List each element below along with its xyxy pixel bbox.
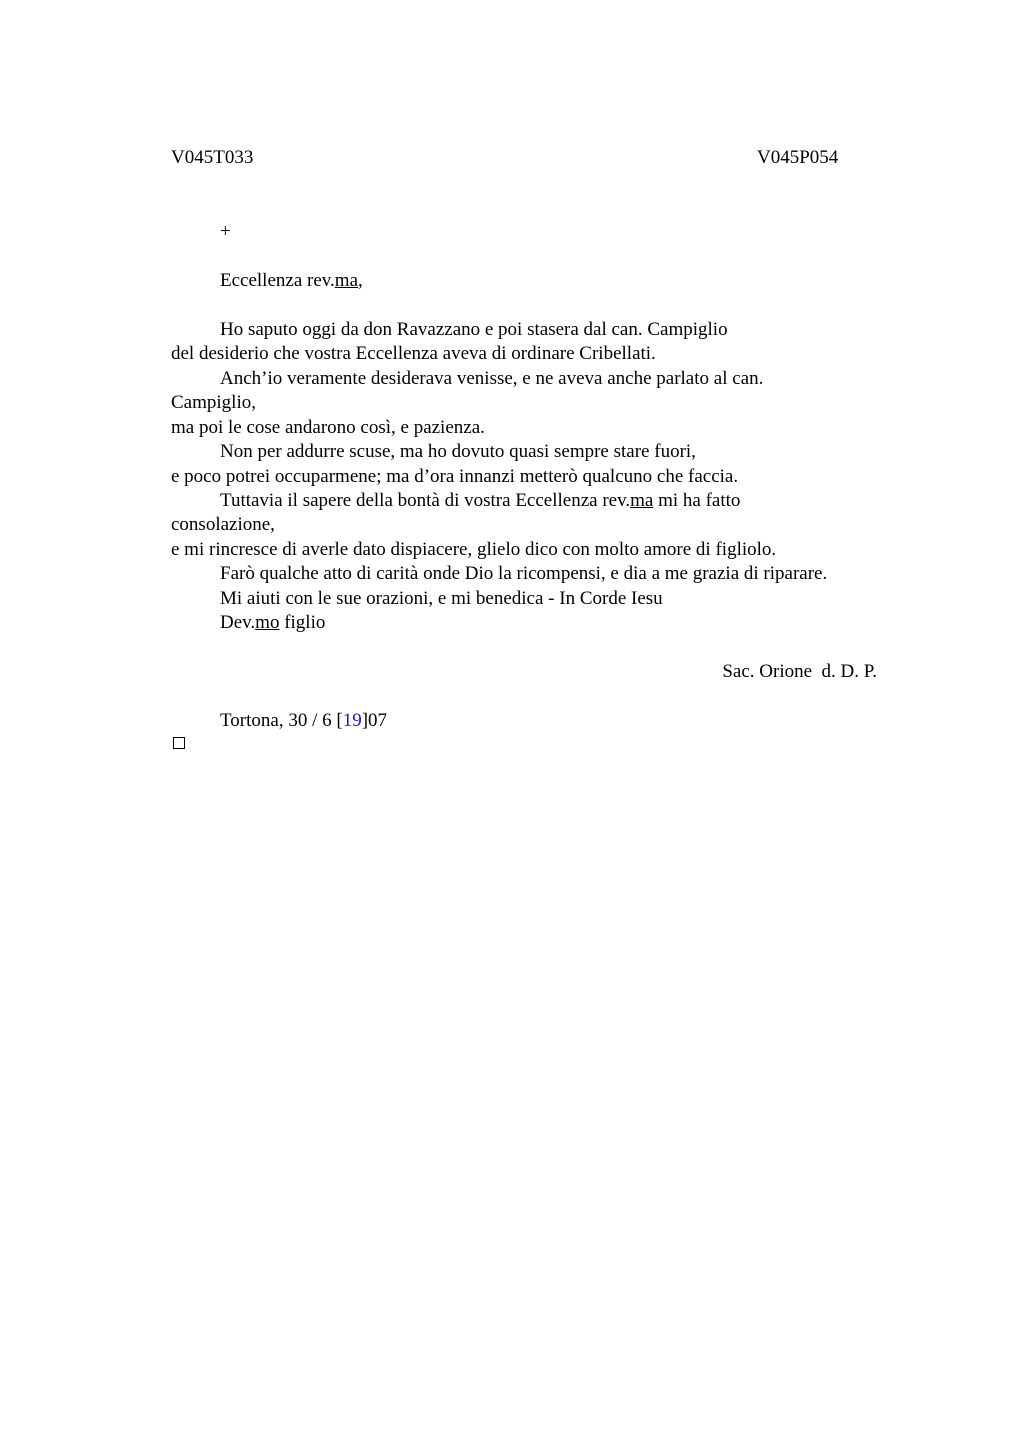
letter-line: ma poi le cose andarono così, e pazienza. — [171, 417, 485, 438]
letter-line: Mi aiuti con le sue orazioni, e mi benedica - In Corde Iesu — [220, 588, 663, 609]
closing: Dev.mo figlio — [220, 612, 326, 633]
document-code-left: V045T033 — [171, 147, 254, 168]
document-code-right: V045P054 — [757, 147, 839, 168]
abbreviation: mo — [255, 612, 280, 633]
letter-line: Tuttavia il sapere della bontà di vostra Eccellenza rev.ma mi ha fatto — [220, 490, 741, 511]
letter-line: del desiderio che vostra Eccellenza aveva di ordinare Cribellati. — [171, 343, 656, 364]
cross-mark: + — [220, 221, 231, 242]
letter-line: e mi rincresce di averle dato dispiacere, glielo dico con molto amore di figliolo. — [171, 539, 777, 560]
letter-line: consolazione, — [171, 514, 275, 535]
editorial-addition: 19 — [342, 710, 362, 731]
end-box-icon — [173, 737, 185, 749]
abbreviation: ma — [630, 490, 654, 511]
letter-line: Non per addurre scuse, ma ho dovuto quasi sempre stare fuori, — [220, 441, 696, 462]
letter-line: e poco potrei occuparmene; ma d’ora innanzi metterò qualcuno che faccia. — [171, 466, 739, 487]
letter-line: Ho saputo oggi da don Ravazzano e poi stasera dal can. Campiglio — [220, 319, 728, 340]
abbreviation: ma — [334, 270, 359, 291]
salutation: Eccellenza rev.ma, — [220, 270, 363, 291]
letter-line: Anch’io veramente desiderava venisse, e ne aveva anche parlato al can. — [220, 368, 764, 389]
signature: Sac. Orione d. D. P. — [722, 661, 877, 682]
letter-line: Campiglio, — [171, 392, 256, 413]
letter-line: Farò qualche atto di carità onde Dio la ricompensi, e dia a me grazia di riparare. — [220, 563, 828, 584]
date-line: Tortona, 30 / 6 [19]07 — [220, 710, 388, 731]
